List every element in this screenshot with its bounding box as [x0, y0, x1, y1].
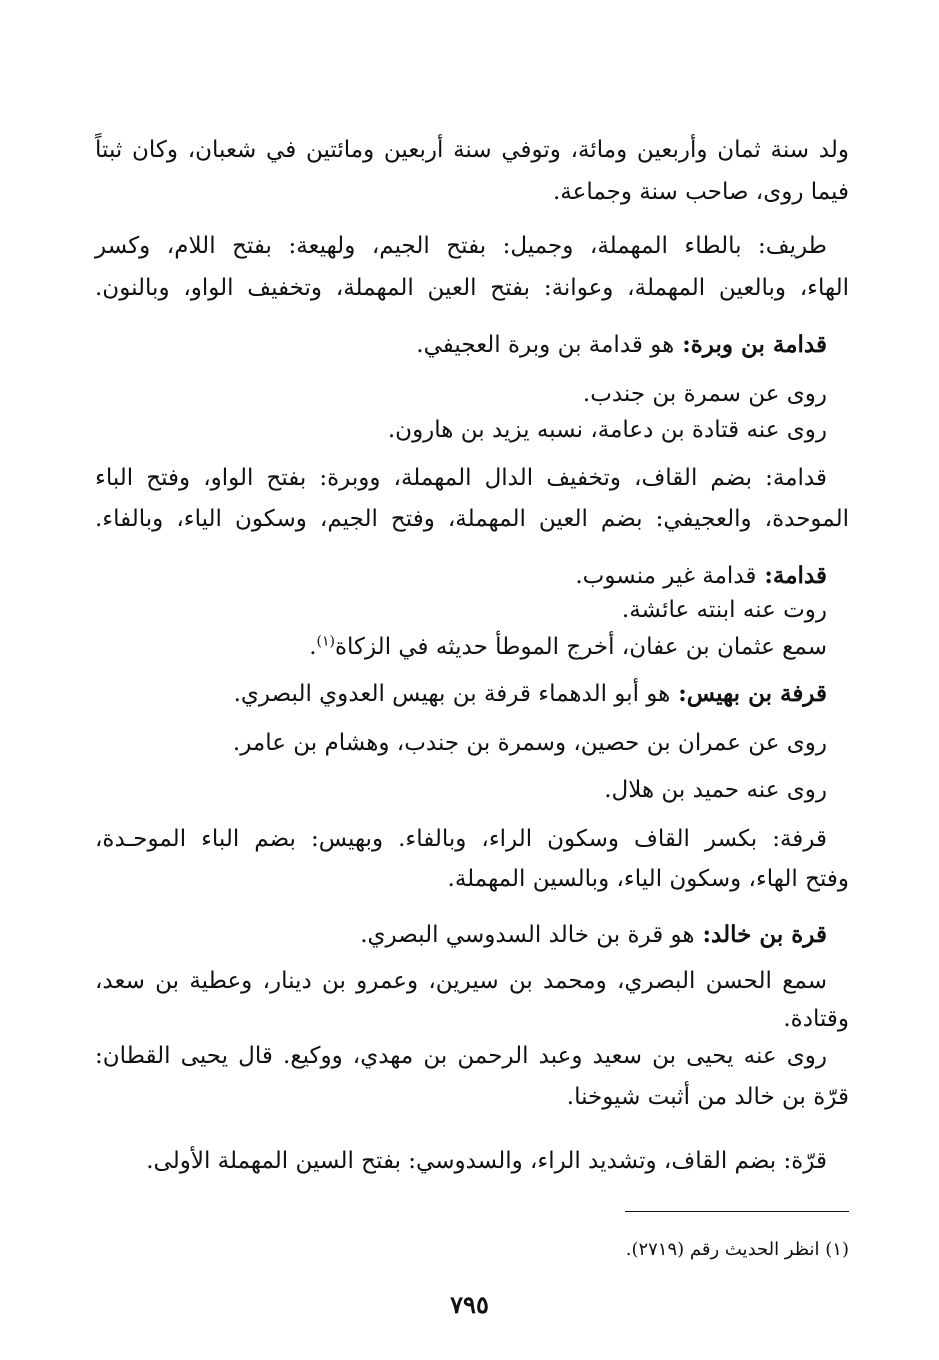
entry-heading: قدامة بن وبرة: هو قدامة بن وبرة العجيفي.	[416, 331, 827, 358]
entry-heading: قرة بن خالد: هو قرة بن خالد السدوسي البصري.	[360, 921, 827, 948]
text-line: قرفة: بكسر القاف وسكون الراء، وبالفاء. وبهيس: بضم الباء الموحـدة،	[95, 826, 827, 852]
entry-heading: قرفة بن بهيس: هو أبو الدهماء قرفة بن بهيس العدوي البصري.	[233, 680, 827, 707]
footnote-divider	[625, 1211, 849, 1212]
text-line: فيما روى، صاحب سنة وجماعة.	[552, 179, 849, 205]
page-number: ٧٩٥	[450, 1290, 489, 1319]
text-line: روى عنه يحيى بن سعيد وعبد الرحمن بن مهدي، ووكيع. قال يحيى القطان:	[95, 1043, 827, 1069]
text-line: روى عنه قتادة بن دعامة، نسبه يزيد بن هارون.	[387, 417, 827, 443]
footnote-marker[interactable]: (١)	[316, 633, 335, 650]
text-line: قرّة بن خالد من أثبت شيوخنا.	[566, 1084, 849, 1110]
text-line: روى عن عمران بن حصين، وسمرة بن جندب، وهشام بن عامر.	[232, 730, 827, 756]
text-line: سمع عثمان بن عفان، أخرج الموطأ حديثه في الزكاة$^{(١)}$.	[309, 633, 827, 660]
text-line: روى عنه حميد بن هلال.	[604, 777, 827, 803]
text-line: طريف: بالطاء المهملة، وجميل: بفتح الجيم، ولهيعة: بفتح اللام، وكسر	[95, 233, 827, 259]
footnote: (١) انظر الحديث رقم (٢٧١٩).	[625, 1239, 849, 1260]
text-line: الموحدة، والعجيفي: بضم العين المهملة، وفتح الجيم، وسكون الياء، وبالفاء.	[95, 506, 849, 532]
term: طريف:	[741, 233, 827, 259]
entry-name: قرة بن خالد:	[694, 921, 827, 948]
text-line: الهاء، وبالعين المهملة، وعوانة: بفتح العين المهملة، وتخفيف الواو، وبالنون.	[95, 275, 849, 301]
text-line: روى عن سمرة بن جندب.	[582, 381, 827, 407]
text-line: وفتح الهاء، وسكون الياء، وبالسين المهملة.	[447, 866, 849, 892]
entry-name: قدامة بن وبرة:	[674, 331, 827, 358]
text-line: قدامة: بضم القاف، وتخفيف الدال المهملة، ووبرة: بفتح الواو، وفتح الباء	[95, 465, 827, 491]
entry-name: قدامة:	[756, 562, 827, 589]
entry-heading: قدامة: قدامة غير منسوب.	[575, 562, 827, 589]
text-line: وقتادة.	[783, 1006, 849, 1032]
text-line: ولد سنة ثمان وأربعين ومائة، وتوفي سنة أربعين ومائتين في شعبان، وكان ثبتاً	[95, 137, 849, 163]
text-line: روت عنه ابنته عائشة.	[621, 597, 827, 623]
entry-name: قرفة بن بهيس:	[670, 680, 827, 707]
text-line: قرّة: بضم القاف، وتشديد الراء، والسدوسي: بفتح السين المهملة الأولى.	[146, 1148, 827, 1174]
text-line: سمع الحسن البصري، ومحمد بن سيرين، وعمرو بن دينار، وعطية بن سعد،	[95, 968, 827, 994]
